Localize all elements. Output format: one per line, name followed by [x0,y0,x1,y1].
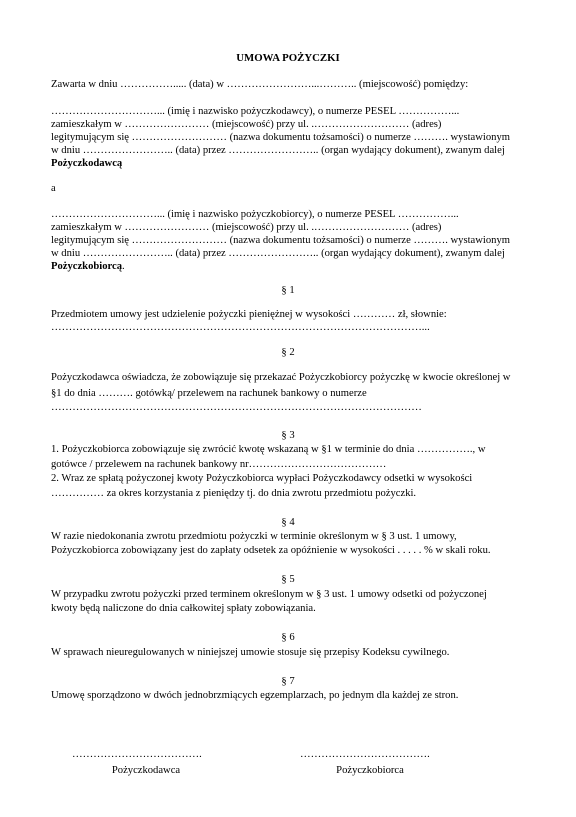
borrower-role: Pożyczkobiorcą [51,261,123,272]
borrower-signature-line: ………………………………. [300,749,430,760]
borrower-line-3: legitymującym się ……………………… (nazwa dokumentu tożsamości) o numerze ………. wystawionym [51,235,510,246]
section-4-heading: § 4 [281,517,295,528]
section-1-heading: § 1 [281,285,295,296]
intro-line: Zawarta w dniu ……………..... (data) w ……………………...……….. (miejscowość) pomiędzy: [51,79,469,90]
section-7-line-1: Umowę sporządzono w dwóch jednobrzmiących egzemplarzach, po jednym dla każdej ze stron. [51,690,459,701]
borrower-line-2: zamieszkałym w …………………… (miejscowość) przy ul. .……………………… (adres) [51,222,442,233]
lender-role: Pożyczkodawcą [51,158,123,169]
lender-line-4: w dniu …………………….. (data) przez …………………….. (organ wydający dokument), zwanym dalej [51,145,505,156]
section-3-line-3: 2. Wraz ze spłatą pożyczonej kwoty Pożyczkobiorca wypłaci Pożyczkodawcy odsetki w wysokości [51,473,473,484]
section-3-line-2: gotówce / przelewem na rachunek bankowy nr………………………………… [51,459,387,470]
document-title: UMOWA POŻYCZKI [236,52,340,64]
borrower-line-1: …………………………... (imię i nazwisko pożyczkobiorcy), o numerze PESEL ……………... [51,209,459,220]
section-2-line-3: …………………………………………………………………………………………… [51,402,422,413]
section-1-line-1: Przedmiotem umowy jest udzielenie pożyczki pieniężnej w wysokości ………… zł, słownie: [51,309,447,320]
borrower-role-punct: . [122,261,125,272]
lender-signature-line: ………………………………. [72,749,202,760]
borrower-line-4: w dniu …………………….. (data) przez …………………….. (organ wydający dokument), zwanym dalej [51,248,505,259]
section-3-heading: § 3 [281,430,295,441]
section-6-heading: § 6 [281,632,295,643]
and-conjunction: a [51,183,56,194]
lender-line-1: …………………………... (imię i nazwisko pożyczkodawcy), o numerze PESEL ……………... [51,106,460,117]
section-2-line-1: Pożyczkodawca oświadcza, że zobowiązuje się przekazać Pożyczkobiorcy pożyczkę w kwocie określonej w [51,372,511,383]
section-5-heading: § 5 [281,574,295,585]
section-4-line-1: W razie niedokonania zwrotu przedmiotu pożyczki w terminie określonym w § 3 ust. 1 umowy, [51,531,457,542]
section-5-line-1: W przypadku zwrotu pożyczki przed terminem określonym w § 3 ust. 1 umowy odsetki od pożyczonej [51,589,487,600]
section-5-line-2: kwoty będą naliczone do dnia całkowitej spłaty zobowiązania. [51,603,316,614]
borrower-role-line [51,260,125,273]
section-3-line-1: 1. Pożyczkobiorca zobowiązuje się zwrócić kwotę wskazaną w §1 w terminie do dnia ……………., w [51,444,486,455]
section-2-heading: § 2 [281,347,295,358]
section-6-line-1: W sprawach nieuregulowanych w niniejszej umowie stosuje się przepisy Kodeksu cywilnego. [51,647,450,658]
section-7-heading: § 7 [281,676,295,687]
lender-signature-label: Pożyczkodawca [111,765,181,776]
section-2-line-2: §1 do dnia ………. gotówką/ przelewem na rachunek bankowy o numerze [51,388,367,399]
lender-line-2: zamieszkałym w …………………… (miejscowość) przy ul. .……………………… (adres) [51,119,442,130]
section-1-line-2: ……………………………………………………………………………………………... [51,322,430,333]
section-4-line-2: Pożyczkobiorca zobowiązany jest do zapłaty odsetek za opóźnienie w wysokości . . . . . % w skali roku. [51,545,491,556]
section-3-line-4: …………… za okres korzystania z pieniędzy tj. do dnia zwrotu przedmiotu pożyczki. [51,488,417,499]
borrower-signature-label: Pożyczkobiorca [336,765,404,776]
lender-line-3: legitymującym się ……………………… (nazwa dokumentu tożsamości) o numerze ………. wystawionym [51,132,510,143]
